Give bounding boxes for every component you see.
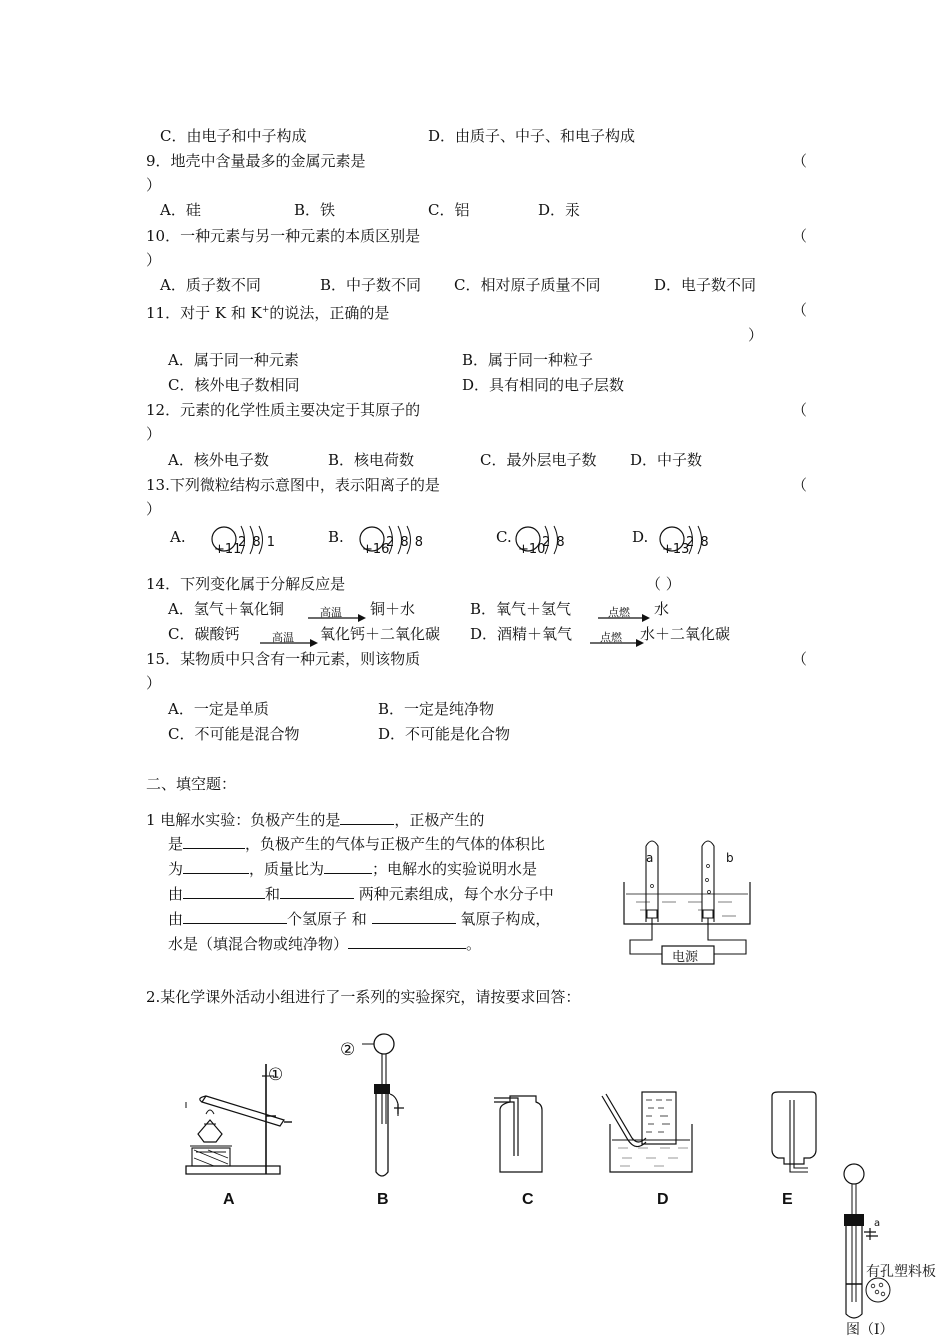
q14-option-d-right: 水＋二氧化碳	[640, 625, 731, 643]
q13-paren-close: ）	[146, 500, 162, 518]
figure-1-apparatus	[826, 1156, 896, 1326]
fill1-line4	[168, 884, 554, 904]
q14-option-c-right: 氧化钙＋二氧化碳	[320, 625, 441, 643]
marker-2: ②	[340, 1040, 356, 1060]
q12-paren-close: ）	[146, 425, 162, 443]
q13-stem: 13.下列微粒结构示意图中，表示阳离子的是	[146, 476, 440, 494]
fill1-l5-text-3: 氧原子构成，	[455, 910, 551, 928]
q14-option-b-arrow	[598, 614, 652, 622]
fill1-line6	[168, 934, 481, 954]
q12-option-d: D．中子数	[630, 451, 703, 469]
q9-option-b: B．铁	[294, 201, 336, 219]
q15-option-c: C．不可能是混合物	[168, 725, 300, 743]
q14-option-d-cond: 点燃	[600, 631, 622, 644]
q11-option-a: A．属于同一种元素	[168, 351, 299, 369]
q9-option-c: C．铝	[428, 201, 470, 219]
q14-option-c-arrow	[260, 639, 320, 647]
apparatus-d	[598, 1088, 698, 1176]
q14-option-d-arrow	[590, 639, 646, 647]
q11-option-b: B．属于同一种粒子	[462, 351, 594, 369]
q8-option-d: D．由质子、中子、和电子构成	[428, 127, 636, 145]
atom-b-nucleus: +16	[362, 542, 390, 557]
fill1-l2-text-2: ，负极产生的气体与正极产生的气体的体积比	[245, 835, 546, 853]
q8-option-c: C．由电子和中子构成	[160, 127, 307, 145]
q14-option-b-right: 水	[654, 600, 670, 618]
q13-option-d: D.	[632, 528, 649, 546]
q15-option-a: A．一定是单质	[168, 700, 269, 718]
figure-1-plate-label: 有孔塑料板	[866, 1264, 936, 1280]
q14-stem: 14．下列变化属于分解反应是	[146, 575, 346, 593]
marker-1: ①	[268, 1065, 284, 1085]
atom-a-shells: 2 8 1	[238, 535, 277, 550]
q10-option-c: C．相对原子质量不同	[454, 276, 601, 294]
atom-b-shells: 2 8 8	[386, 535, 425, 550]
fill1-line5	[168, 909, 550, 929]
apparatus-c	[490, 1092, 550, 1176]
fill1-line1	[146, 810, 484, 830]
apparatus-a-label: A	[223, 1191, 235, 1208]
fill1-l4-text: 由	[168, 885, 184, 903]
q9-option-a: A．硅	[160, 201, 201, 219]
fill1-l2-text: 是	[168, 835, 184, 853]
q12-option-c: C．最外层电子数	[480, 451, 597, 469]
atom-d-shells: 2 8	[686, 535, 710, 550]
q11-stem-text-2: 的说法，正确的是	[269, 304, 390, 322]
q9-paren-open: （	[792, 152, 808, 170]
fill1-l4-text-2: 和	[265, 885, 281, 903]
fill1-l6-text-2: 。	[466, 935, 482, 953]
q11-option-d: D．具有相同的电子层数	[462, 376, 625, 394]
blank-9[interactable]	[348, 934, 466, 949]
q14-option-c-cond: 高温	[272, 631, 294, 644]
apparatus-d-label: D	[657, 1191, 669, 1208]
fill1-l3-text-3: ；电解水的实验说明水是	[372, 860, 538, 878]
q15-stem: 15．某物质中只含有一种元素，则该物质	[146, 650, 421, 668]
fill2-stem: 2.某化学课外活动小组进行了一系列的实验探究，请按要求回答：	[146, 988, 581, 1006]
q10-option-d: D．电子数不同	[654, 276, 757, 294]
blank-4[interactable]	[324, 859, 372, 874]
q9-stem: 9．地壳中含量最多的金属元素是	[146, 152, 366, 170]
q12-option-a: A．核外电子数	[168, 451, 269, 469]
apparatus-e-label: E	[782, 1191, 793, 1208]
atom-c-shells: 2 8	[542, 535, 566, 550]
q15-option-d: D．不可能是化合物	[378, 725, 511, 743]
q13-option-b: B.	[328, 528, 344, 546]
q14-option-a-arrow	[308, 614, 368, 622]
q10-paren-close: ）	[146, 251, 162, 269]
fill1-line2	[168, 834, 545, 854]
power-source-label: 电源	[672, 950, 699, 965]
q9-option-d: D．汞	[538, 201, 581, 219]
q14-option-c-left: C．碳酸钙	[168, 625, 240, 643]
q14-option-a-right: 铜＋水	[370, 600, 416, 618]
apparatus-c-label: C	[522, 1191, 534, 1208]
q14-option-b-left: B．氧气＋氢气	[470, 600, 572, 618]
fill1-l3-text-2: ，质量比为	[249, 860, 325, 878]
section-title: 二、填空题：	[146, 775, 237, 793]
q11-paren-close: ）	[748, 326, 764, 344]
fill1-l5-text-2: 个氢原子 和	[287, 910, 372, 928]
blank-6[interactable]	[280, 884, 354, 899]
atom-c-nucleus: +10	[518, 542, 546, 557]
q14-option-d-left: D．酒精＋氧气	[470, 625, 573, 643]
q12-stem: 12．元素的化学性质主要决定于其原子的	[146, 401, 421, 419]
q11-paren-open: （	[792, 301, 808, 319]
q15-paren-close: ）	[146, 674, 162, 692]
fill1-l5-text: 由	[168, 910, 184, 928]
blank-7[interactable]	[183, 909, 287, 924]
figure-1-valve-label: a	[874, 1218, 881, 1229]
blank-2[interactable]	[183, 834, 245, 849]
q12-paren-open: （	[792, 401, 808, 419]
atom-d-nucleus: +13	[662, 542, 690, 557]
apparatus-b-label: B	[377, 1191, 389, 1208]
q14-option-a-left: A．氢气＋氧化铜	[168, 600, 284, 618]
q10-stem: 10．一种元素与另一种元素的本质区别是	[146, 227, 421, 245]
blank-5[interactable]	[183, 884, 265, 899]
q15-option-b: B．一定是纯净物	[378, 700, 495, 718]
atom-a-nucleus: +11	[214, 542, 242, 557]
q14-option-a-cond: 高温	[320, 606, 342, 619]
tube-a-label: a	[646, 851, 654, 865]
q9-paren-close: ）	[146, 176, 162, 194]
q15-paren-open: （	[792, 650, 808, 668]
q11-stem-sup: +	[261, 305, 270, 315]
fill1-l1-text-2: ，正极产生的	[394, 811, 485, 829]
q13-paren-open: （	[792, 476, 808, 494]
q14-paren: （ ）	[646, 575, 681, 593]
blank-3[interactable]	[183, 859, 249, 874]
figure-1-caption: 图（Ⅰ）	[846, 1322, 894, 1338]
fill1-l6-text: 水是（填混合物或纯净物）	[168, 935, 349, 953]
q11-stem	[146, 300, 389, 323]
tube-b-label: b	[726, 851, 734, 865]
q10-paren-open: （	[792, 227, 808, 245]
apparatus-e	[762, 1090, 822, 1174]
q10-option-a: A．质子数不同	[160, 276, 261, 294]
q11-option-c: C．核外电子数相同	[168, 376, 300, 394]
q14-option-b-cond: 点燃	[608, 606, 630, 619]
fill1-l3-text: 为	[168, 860, 184, 878]
q13-option-a: A.	[170, 528, 186, 546]
q12-option-b: B．核电荷数	[328, 451, 415, 469]
fill1-l1-text: 1 电解水实验：负极产生的是	[146, 811, 341, 829]
q11-stem-text: 11．对于 K 和 K	[146, 304, 262, 322]
fill1-line3	[168, 859, 537, 879]
q10-option-b: B．中子数不同	[320, 276, 422, 294]
blank-8[interactable]	[372, 909, 456, 924]
q13-option-c: C.	[496, 528, 512, 546]
blank-1[interactable]	[340, 810, 394, 825]
fill1-l4-text-3: 两种元素组成，每个水分子中	[354, 885, 554, 903]
